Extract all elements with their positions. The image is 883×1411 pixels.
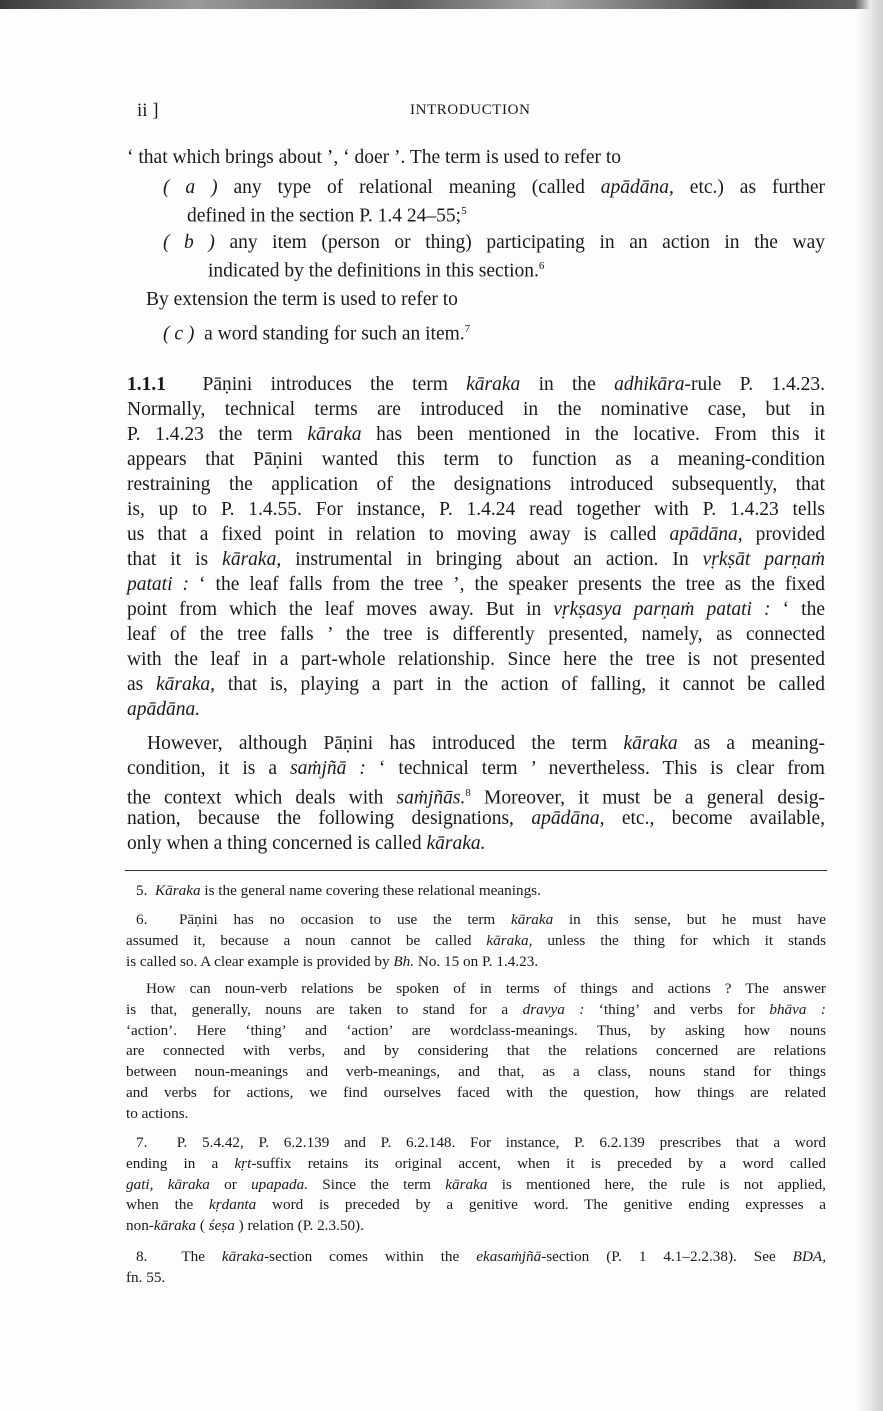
item-a-label: ( a ) xyxy=(163,177,218,198)
footnote-ref-8[interactable]: 8 xyxy=(465,787,471,799)
footnote-7: 7. P. 5.4.42, P. 6.2.139 and P. 6.2.148. For instance, P. 6.2.139 prescribes that a word ending in a kṛt-suffix retains its original accent, when it is preceded by a word called gati, kāraka or upapada. Since the term kāraka is mentioned here, the rule is not applied, when the kṛdanta word is preceded by a genitive word. The genitive ending expresses a non-kāraka ( śeṣa ) relation (P. 2.3.50). xyxy=(126,1134,827,1235)
running-title: INTRODUCTION xyxy=(410,102,531,118)
footnote-ref-6[interactable]: 6 xyxy=(538,260,545,272)
section-number: 1.1.1 xyxy=(127,374,166,395)
footnote-6: 6. Pāṇini has no occasion to use the term kāraka in this sense, but he must have assumed it, because a noun cannot be called kāraka, unless the thing for which it stands is called so. A clear example is provided by Bh. No. 15 on P. 1.4.23. xyxy=(126,911,827,970)
intro-item-c: ( c ) a word standing for such an item.$^7$ xyxy=(163,323,471,345)
item-c-label: ( c ) xyxy=(163,323,195,345)
intro-item-a: ( a ) any type of relational meaning (called apādāna, etc.) as further xyxy=(163,177,825,198)
section-1-1-1: 1.1.1 Pāṇini introduces the term kāraka in the adhikāra-rule P. 1.4.23. Normally, technical terms are introduced in the nominative case, but in P. 1.4.23 the term kāraka has been mentioned in the locative. From this it appears that Pāṇini wanted this term to function as a meaning-condition restraining the application of the designations introduced subsequently, that is, up to P. 1.4.55. For instance, P. 1.4.24 read together with P. 1.4.23 tells us that a fixed point in relation to moving away is called apādāna, provided that it is kāraka, instrumental in bringing about an action. In vṛkṣāt parṇaṁ patati : ‘ the leaf falls from the tree ’, the speaker presents the tree as the fixed point from which the leaf moves away. But in vṛkṣasya parṇaṁ patati : ‘ the leaf of the tree falls ’ the tree is differently presented, namely, as connected with the leaf in a part-whole relationship. Since here the tree is not presented as kāraka, that is, playing a part in the action of falling, it cannot be called apādāna. xyxy=(127,374,826,720)
footnote-ref-5[interactable]: 5 xyxy=(461,205,467,217)
intro-item-a-cont: defined in the section P. 1.4 24–55;$^5$ xyxy=(187,205,467,227)
footnote-rule xyxy=(125,870,827,871)
footnote-8: 8. The kāraka-section comes within the ekasaṁjñā-section (P. 1 4.1–2.2.38). See BDA, fn. 55. xyxy=(126,1248,826,1286)
intro-extension: By extension the term is used to refer to xyxy=(146,289,458,310)
page-number: ii ] xyxy=(137,100,159,121)
intro-item-b: ( b ) any item (person or thing) participating in an action in the way xyxy=(163,232,825,253)
footnote-6-continued: How can noun-verb relations be spoken of in terms of things and actions ? The answer is that, generally, nouns are taken to stand for a dravya : ‘thing’ and verbs for bhāva : ‘action’. Here ‘thing’ and ‘action’ are wordclass-meanings. Thus, by asking how nouns are connected with verbs, and by considering that the relations concerned are relations between noun-meanings and verb-meanings, and that, as a class, nouns stand for things and verbs for actions, we find ourselves faced with the question, how things are related to actions. xyxy=(126,980,826,1122)
footnote-ref-7[interactable]: 7 xyxy=(464,323,471,335)
intro-lead: ‘ that which brings about ’, ‘ doer ’. The term is used to refer to xyxy=(127,147,622,168)
running-head xyxy=(0,100,883,126)
footnote-5: 5. Kāraka is the general name covering these relational meanings. xyxy=(136,882,541,899)
intro-item-b-cont: indicated by the definitions in this section.$^6$ xyxy=(208,260,545,282)
paragraph-however: However, although Pāṇini has introduced the term kāraka as a meaning- condition, it is a saṁjñā : ‘ technical term ’ nevertheless. This is clear from the context which deals with saṁjñās.$^8$ Moreover, it must be a general desig- nation, because the following designations, apādāna, etc., become available, only when a thing concerned is called kāraka. xyxy=(127,733,826,854)
item-b-label: ( b ) xyxy=(163,232,215,253)
